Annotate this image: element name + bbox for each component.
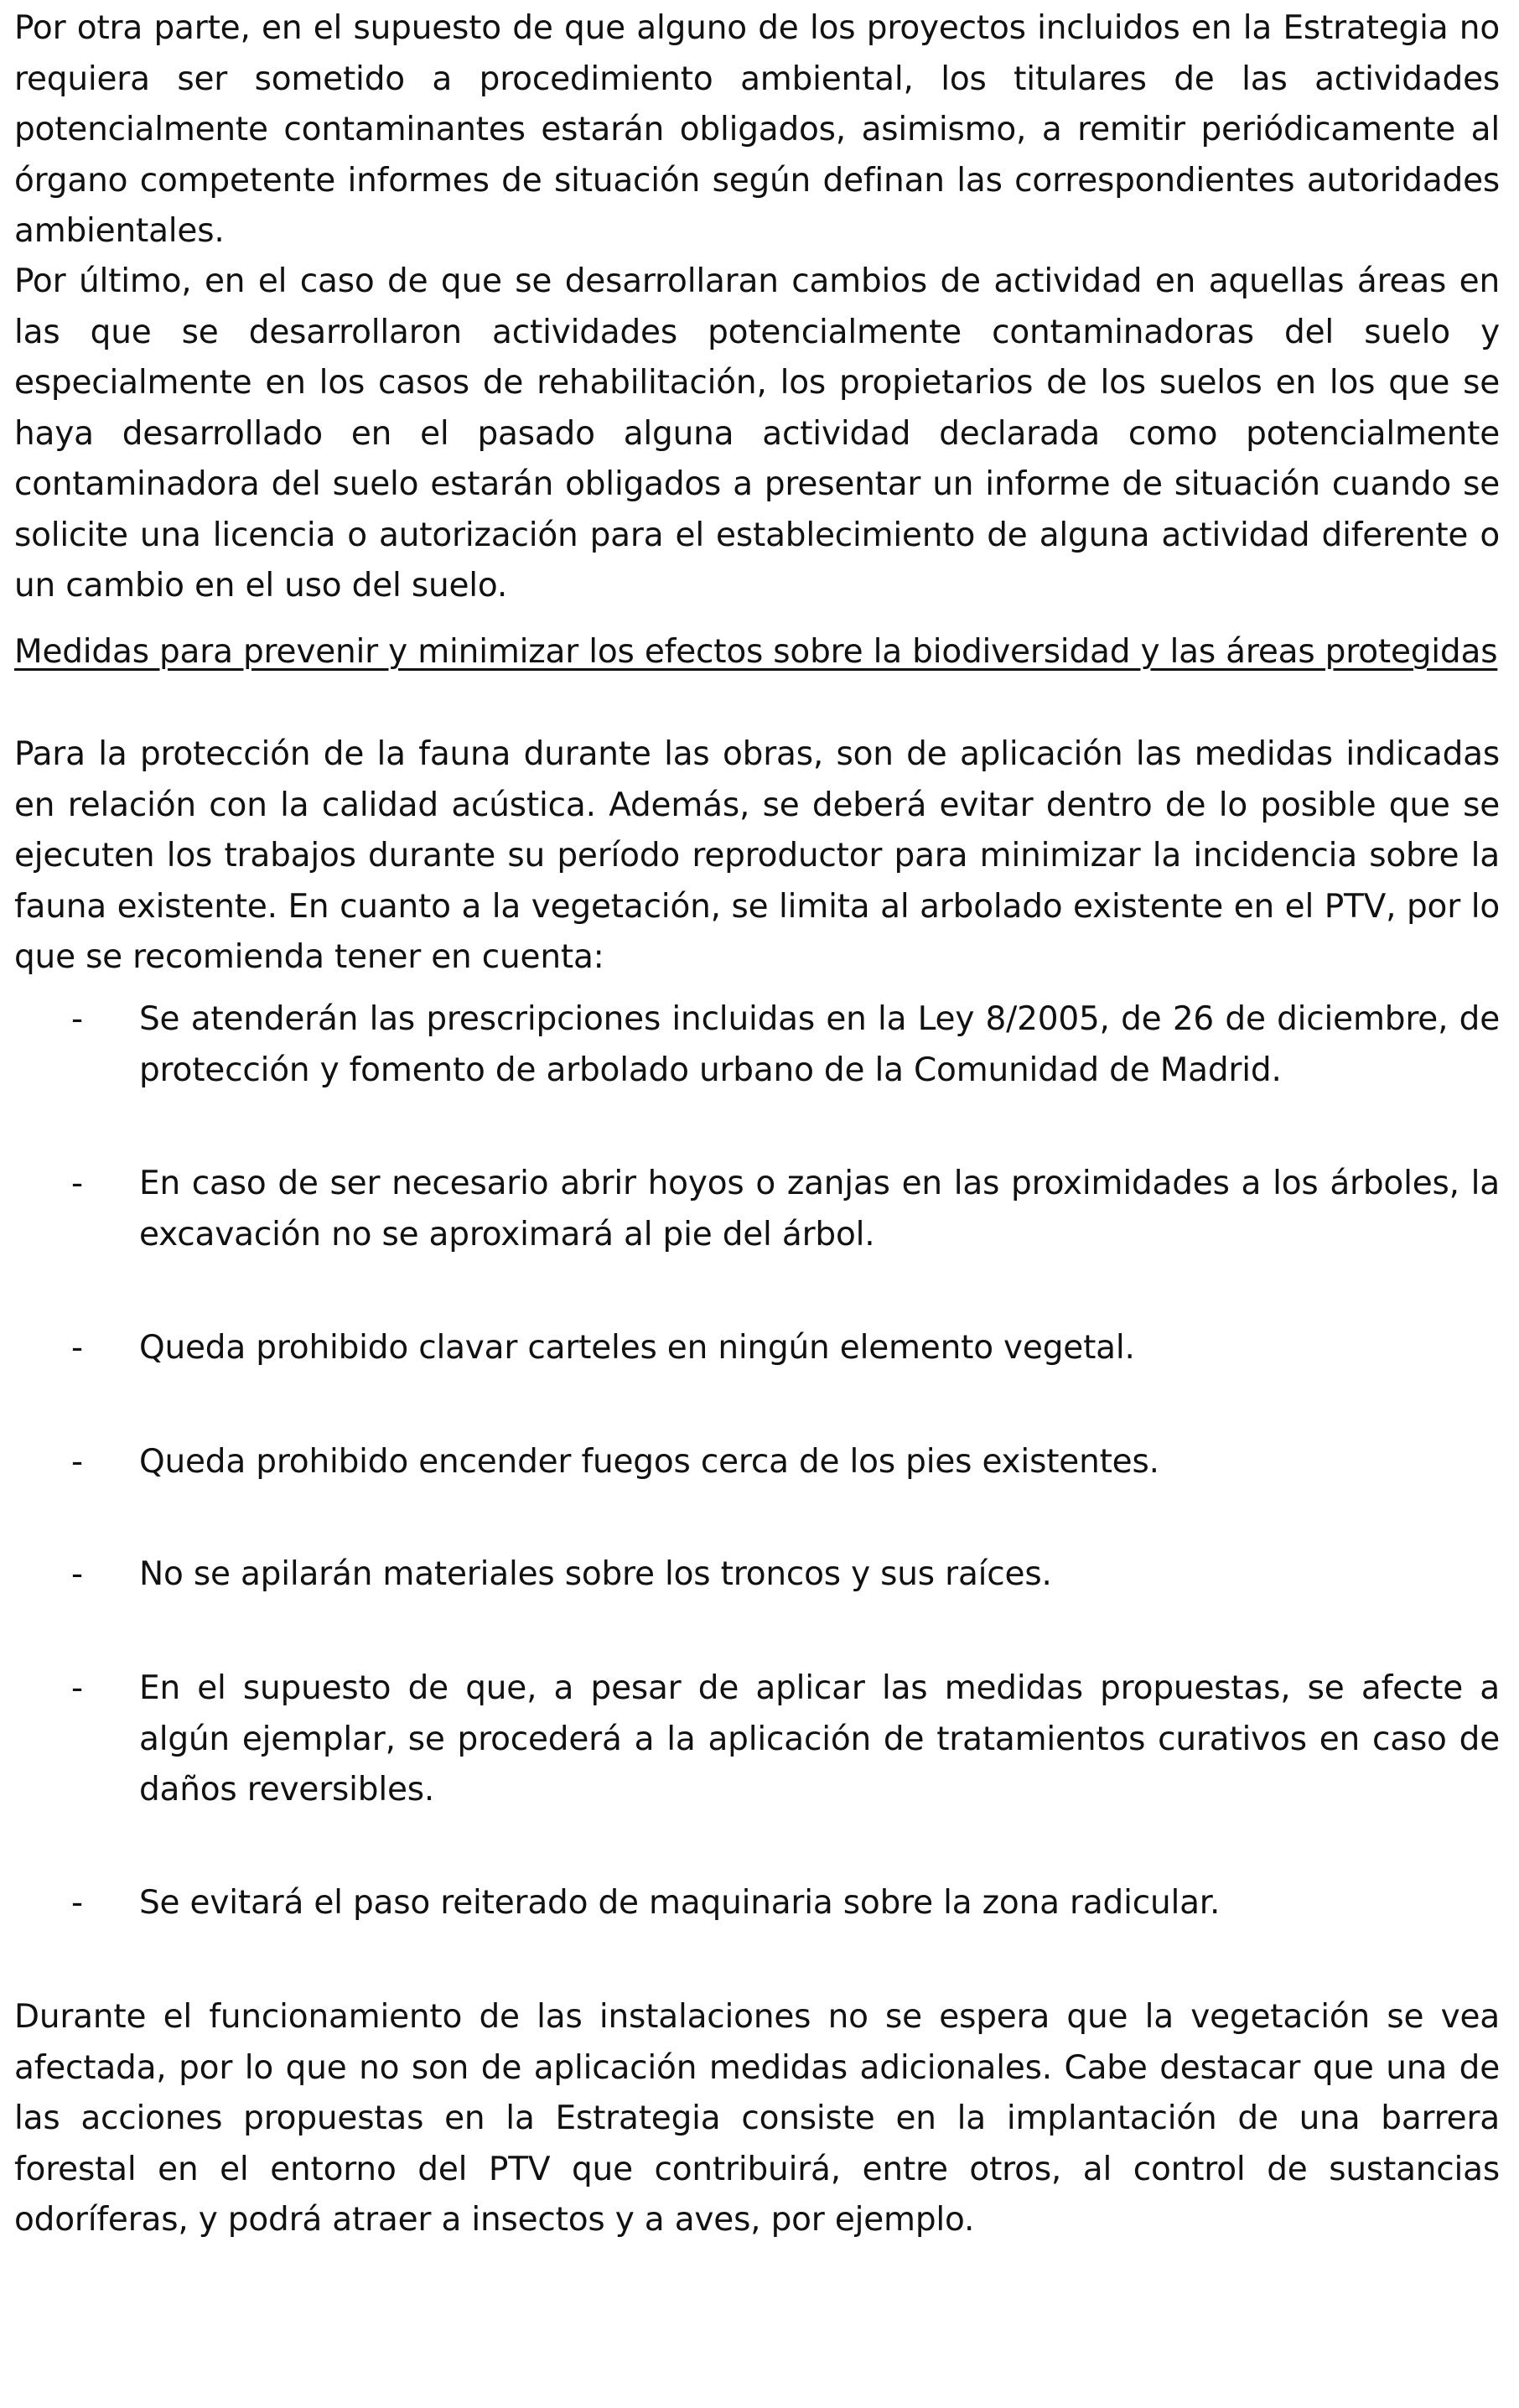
section-heading: Medidas para prevenir y minimizar los efectos sobre la biodiversidad y las áreas protegidas	[14, 633, 1498, 671]
list-dash: -	[71, 1884, 84, 1922]
list-dash: -	[71, 1669, 84, 1707]
list-dash: -	[71, 1000, 84, 1038]
list-dash: -	[71, 1555, 84, 1593]
list-item-text: Se evitará el paso reiterado de maquinaria sobre la zona radicular.	[139, 1884, 1221, 1922]
list-item-text: No se apilarán materiales sobre los troncos y sus raíces.	[139, 1555, 1052, 1593]
list-dash: -	[71, 1329, 84, 1367]
list-dash: -	[71, 1443, 84, 1481]
paragraph-environmental-procedure: Por otra parte, en el supuesto de que alguno de los proyectos incluidos en la Estrategia no requiera ser sometido a procedimiento ambiental, los titulares de las actividades potencialmente contaminantes estarán obligados, asimismo, a remitir periódicamente al órgano competente informes de situación según definan las correspondientes autoridades ambientales.	[14, 9, 1500, 250]
paragraph-fauna-protection: Para la protección de la fauna durante las obras, son de aplicación las medidas indicadas en relación con la calidad acústica. Además, se deberá evitar dentro de lo posible que se ejecuten los trabajos durante su período reproductor para minimizar la incidencia sobre la fauna existente. En cuanto a la vegetación, se limita al arbolado existente en el PTV, por lo que se recomienda tener en cuenta:	[14, 735, 1500, 976]
list-item-text: En el supuesto de que, a pesar de aplicar las medidas propuestas, se afecte a algún ejemplar, se procederá a la aplicación de tratamientos curativos en caso de daños reversibles.	[139, 1669, 1500, 1809]
list-item-text: En caso de ser necesario abrir hoyos o zanjas en las proximidades a los árboles, la excavación no se aproximará al pie del árbol.	[139, 1165, 1500, 1253]
list-dash: -	[71, 1165, 84, 1202]
list-item-text: Se atenderán las prescripciones incluidas en la Ley 8/2005, de 26 de diciembre, de protección y fomento de arbolado urbano de la Comunidad de Madrid.	[139, 1000, 1500, 1089]
paragraph-activity-changes: Por último, en el caso de que se desarrollaran cambios de actividad en aquellas áreas en las que se desarrollaron actividades potencialmente contaminadoras del suelo y especialmente en los casos de rehabilitación, los propietarios de los suelos en los que se haya desarrollado en el pasado alguna actividad declarada como potencialmente contaminadora del suelo estarán obligados a presentar un informe de situación cuando se solicite una licencia o autorización para el establecimiento de alguna actividad diferente o un cambio en el uso del suelo.	[14, 262, 1500, 605]
list-item-text: Queda prohibido encender fuegos cerca de los pies existentes.	[139, 1443, 1159, 1481]
list-item-text: Queda prohibido clavar carteles en ningún elemento vegetal.	[139, 1329, 1135, 1367]
paragraph-operation-vegetation: Durante el funcionamiento de las instalaciones no se espera que la vegetación se vea afectada, por lo que no son de aplicación medidas adicionales. Cabe destacar que una de las acciones propuestas en la Estrategia consiste en la implantación de una barrera forestal en el entorno del PTV que contribuirá, entre otros, al control de sustancias odoríferas, y podrá atraer a insectos y a aves, por ejemplo.	[14, 1998, 1500, 2239]
